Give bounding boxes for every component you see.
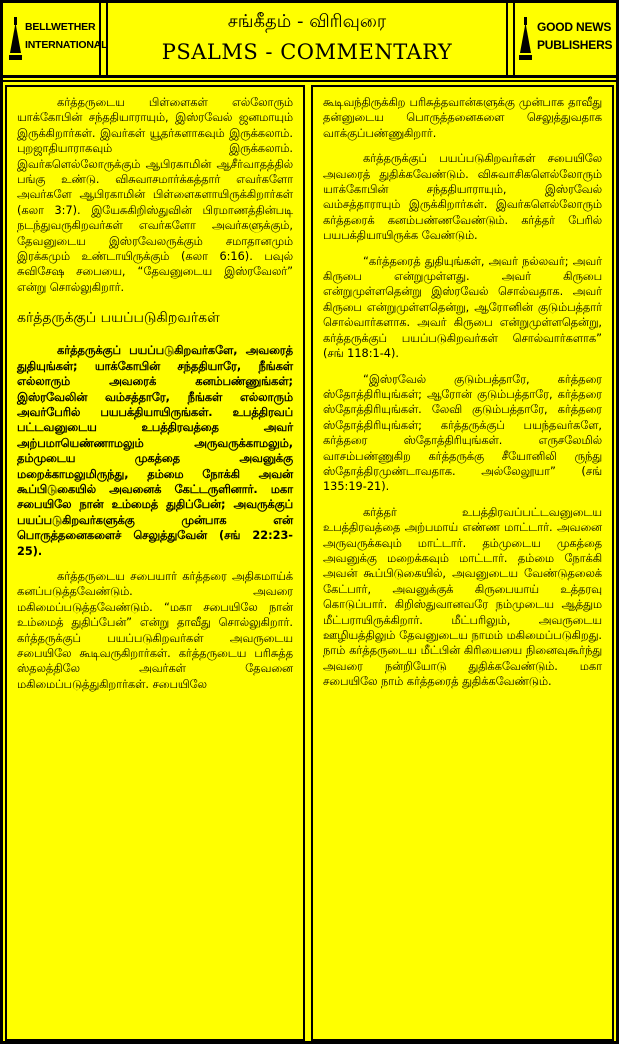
right-column [311, 85, 614, 1041]
left-column [5, 85, 305, 1041]
bellwether-icon [9, 17, 23, 61]
paragraph: கூடிவந்திருக்கிற பரிசுத்தவான்களுக்கு முன்பாக தாவீது தன்னுடைய பொருத்தனைகளை செலுத்துவதாக வாக்குப்பண்ணுகிறார். [323, 96, 602, 140]
good-news-logo [513, 3, 616, 75]
logo-line-1: GOOD NEWS [537, 20, 612, 34]
paragraph: கர்த்தர் உபத்திரவப்பட்டவனுடைய உபத்திரவத்தை அற்பமாய் எண்ண மாட்டார். அவனை அருவருக்கவும் மாட்டார். தம்முடைய முகத்தை அவனுக்கு மறைக்கவும் மாட்டார். தம்மை நோக்கி அவன் கூப்பிடுகையில், அவனுடைய வேண்டுதலைக் கேட்பார், அவனுக்குக் கிருபையாய் உத்தரவு கொடுப்பார். கிறிஸ்துவானவரே நம்முடைய ஆத்தும மீட்பராயிருக்கிறார். மீட்பரிலும், அவருடைய ஊழியத்திலும் தேவனுடைய நாமம் மகிமைப்படுகிறது. நாம் கர்த்தருடைய மீட்பின் கிரியையை நினைவுகூர்ந்து அவரை நன்றியோடு துதிக்கவேண்டும். மகா சபையிலே நாம் கர்த்தரைத் துதிக்கவேண்டும். [323, 505, 602, 689]
bellwether-logo [3, 3, 108, 75]
paragraph: “கர்த்தரைத் துதியுங்கள், அவர் நல்லவர்; அவர் கிருபை என்றுமுள்ளது. அவர் கிருபை என்றுமுள்ளதென்று இஸ்ரவேல் சொல்வதாக. அவர் கிருபை என்றுமுள்ளதென்று, ஆரோனின் குடும்பத்தார் சொல்வார்களாக. அவர் கிருபை என்றுமுள்ளதென்று, கர்த்தருக்குப் பயப்படுகிறவர்கள் சொல்வார்களாக” (சங் 118:1-4). [323, 254, 602, 361]
logo-line-2: PUBLISHERS [537, 38, 613, 52]
paragraph: கர்த்தருடைய சபையார் கர்த்தரை அதிகமாய்க் கனப்படுத்தவேண்டும். அவரை மகிமைப்படுத்தவேண்டும். “மகா சபையிலே நான் உம்மைத் துதிப்பேன்” என்று தாவீது சொல்லுகிறார். கர்த்தருக்குப் பயப்படுகிறவர்கள் அவருடைய சபையிலே கூடிவருகிறார்கள். கர்த்தருடைய பரிசுத்த ஸ்தலத்திலே அவர்கள் தேவனை மகிமைப்படுத்துகிறார்கள். சபையிலே [17, 569, 293, 691]
title-box [106, 3, 508, 75]
scripture-quote: கர்த்தருக்குப் பயப்படுகிறவர்களே, அவரைத் துதியுங்கள்; யாக்கோபின் சந்ததியாரே, நீங்கள் எல்லாரும் அவரைக் கனம்பண்ணுங்கள்; இஸ்ரவேலின் வம்சத்தாரே, நீங்கள் எல்லாரும் அவர்பேரில் பயபக்தியாயிருங்கள். உபத்திரவப் பட்டவனுடைய உபத்திரவத்தை அவர் அற்பமாயெண்ணாமலும் அருவருக்காமலும், தம்முடைய முகத்தை அவனுக்கு மறைக்காமலுமிருந்து, தம்மை நோக்கி அவன் கூப்பிடுகையில் அவனைக் கேட்டருளினார். மகா சபையிலே நான் உம்மைத் துதிப்பேன்; அவருக்குப் பயப்படுகிறவர்களுக்கு முன்பாக என் பொருத்தனைகளைச் செலுத்துவேன் (சங் 22:23-25). [17, 344, 293, 558]
header-divider [0, 80, 619, 82]
paragraph: கர்த்தருடைய பிள்ளைகள் எல்லோரும் யாக்கோபின் சந்ததியாராயும், இஸ்ரவேல் ஜனமாயும் இருக்கிறார்கள். இவர்கள் யூதர்களாகவும் இருக்கலாம். புறஜாதியாராகவும் இருக்கலாம். இவர்களெல்லோருக்கும் ஆபிரகாமின் ஆசீர்வாதத்தில் பங்கு உண்டு. விசுவாசமார்க்கத்தார் எவர்களோ அவர்களே ஆபிரகாமின் பிள்ளைகளாயிருக்கிறார்கள் (கலா 3:7). இயேசுகிறிஸ்துவின் பிரமாணத்தின்படி நடந்துவருகிறவர்கள் எவர்களோ அவர்களுக்கும், தேவனுடைய இஸ்ரவேலருக்கும் சமாதானமும் இரக்கமும் உண்டாயிருக்கும் (கலா 6:16). பவுல் சுவிசேஷ சபையை, “தேவனுடைய இஸ்ரவேலர்” என்று சொல்லுகிறார். [17, 96, 293, 294]
title-english: PSALMS - COMMENTARY [161, 40, 453, 64]
title-tamil: சங்கீதம் - விரிவுரை [227, 11, 387, 32]
paragraph: “இஸ்ரவேல் குடும்பத்தாரே, கர்த்தரை ஸ்தோத்திரியுங்கள்; ஆரோன் குடும்பத்தாரே, கர்த்தரை ஸ்தோத்திரியுங்கள். லேவி குடும்பத்தாரே, கர்த்தரை ஸ்தோத்திரியுங்கள்; கர்த்தருக்குப் பயந்தவர்களே, கர்த்தரை ஸ்தோத்திரியுங்கள். எருசலேமில் வாசம்பண்ணுகிற கர்த்தருக்கு சீயோனிலி ருந்து ஸ்தோத்திரமுண்டாவதாக. அல்லேலூயா” (சங் 135:19-21). [323, 372, 602, 494]
logo-line-2: INTERNATIONAL [25, 39, 108, 51]
paragraph: கர்த்தருக்குப் பயப்படுகிறவர்கள் சபையிலே அவரைத் துதிக்கவேண்டும். விசுவாசிகளெல்லோரும் யாக்கோபின் சந்ததியாராயும், இஸ்ரவேல் வம்சத்தாராயும் இருக்கிறார்கள். இவர்களெல்லோரும் கர்த்தரைக் கனம்பண்ணவேண்டும். கர்த்தர் பேரில் பயபக்தியாயிருக்க வேண்டும். [323, 152, 602, 243]
logo-line-1: BELLWETHER [25, 21, 96, 33]
header-divider [0, 75, 619, 78]
section-heading: கர்த்தருக்குப் பயப்படுகிறவர்கள் [17, 310, 220, 327]
bellwether-icon [519, 17, 533, 61]
